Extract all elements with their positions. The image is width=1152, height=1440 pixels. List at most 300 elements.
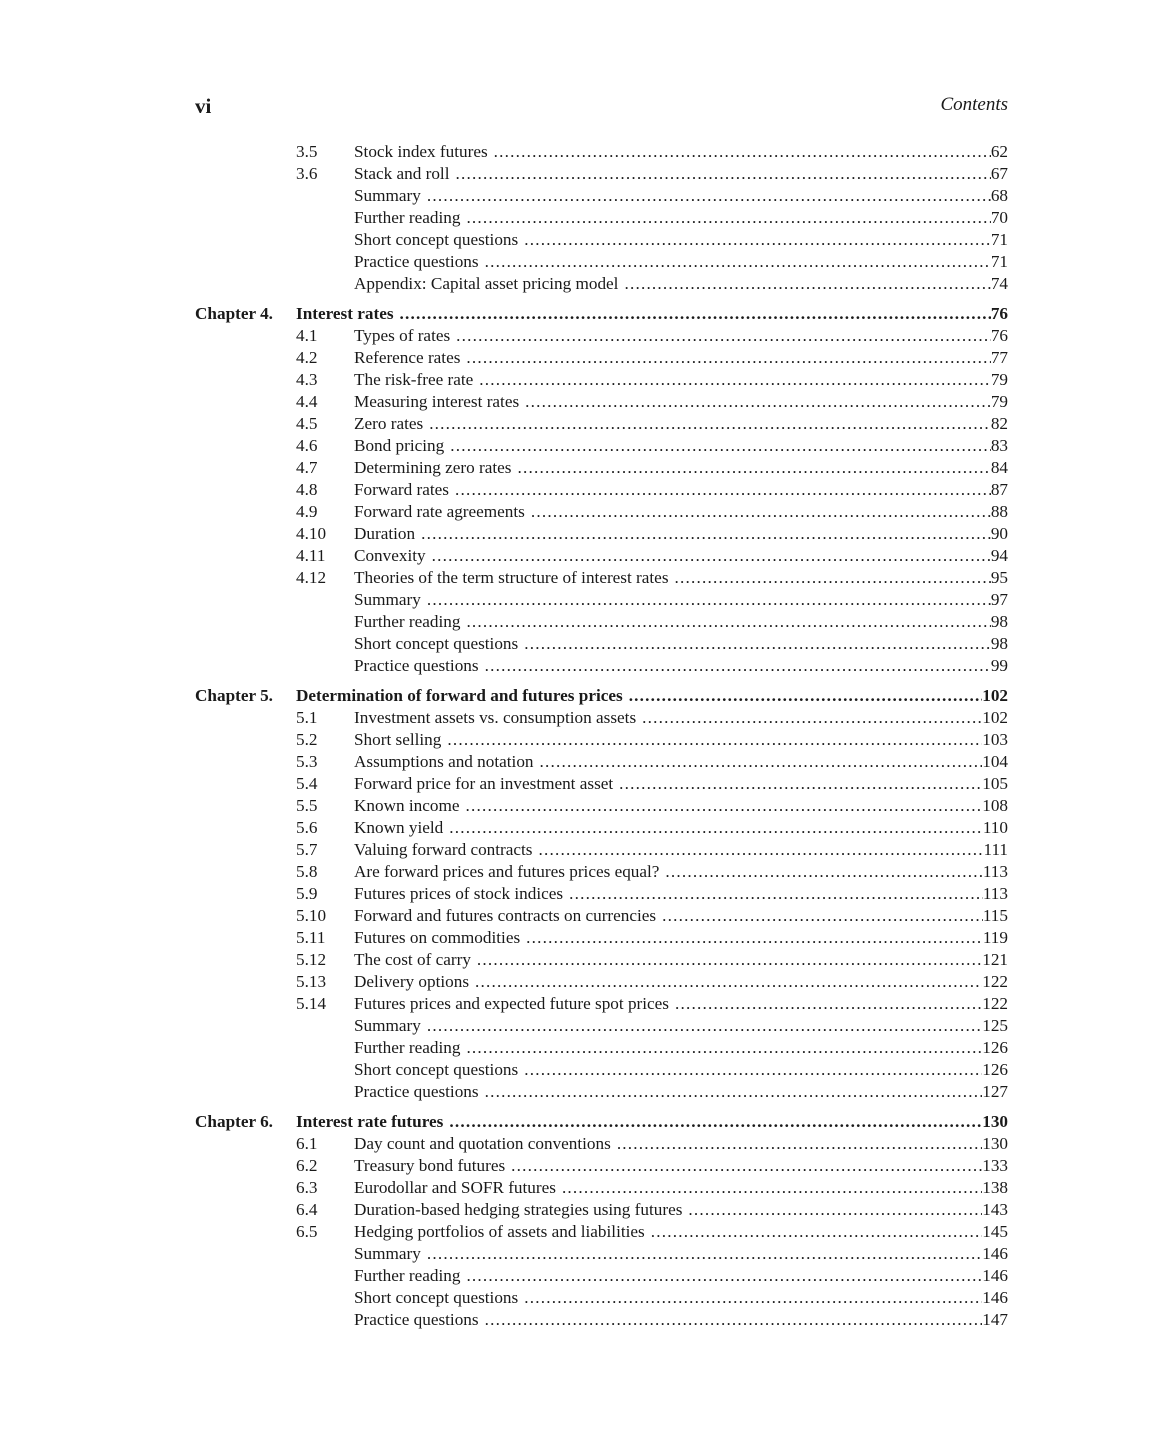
toc-page-number: 143	[982, 1200, 1008, 1219]
toc-entry	[354, 141, 1008, 163]
toc-entry-title: Determination of forward and futures prices	[296, 686, 623, 705]
toc-entry	[354, 611, 1008, 633]
toc-section-row	[195, 729, 1008, 751]
toc-entry	[354, 1155, 1008, 1177]
toc-entry	[354, 501, 1008, 523]
toc-entry-title: Futures on commodities	[354, 928, 521, 947]
toc-entry	[354, 479, 1008, 501]
toc-section-number: 4.7	[296, 458, 318, 477]
toc-leader-dots	[449, 1111, 982, 1133]
toc-entry	[354, 751, 1008, 773]
toc-section-row	[195, 347, 1008, 369]
toc-chapter-row	[195, 685, 1008, 707]
toc-section-number: 4.3	[296, 370, 318, 389]
toc-entry	[354, 817, 1008, 839]
toc-leader-dots	[511, 1155, 982, 1177]
toc-section-number: 5.11	[296, 928, 326, 947]
toc-chapter-label: Chapter 4.	[195, 304, 273, 323]
toc-entry-title: Interest rate futures	[296, 1112, 444, 1131]
toc-section-row	[195, 751, 1008, 773]
toc-entry	[354, 207, 1008, 229]
toc-section-row	[195, 1177, 1008, 1199]
toc-section-number: 6.4	[296, 1200, 318, 1219]
toc-section-number: 5.10	[296, 906, 327, 925]
toc-entry	[354, 435, 1008, 457]
toc-entry	[354, 883, 1008, 905]
toc-section-number: 5.7	[296, 840, 318, 859]
toc-entry	[296, 303, 1008, 325]
toc-section-row	[195, 369, 1008, 391]
toc-entry	[354, 655, 1008, 677]
toc-leader-dots	[429, 413, 991, 435]
toc-entry-title: Forward rates	[354, 480, 449, 499]
toc-leader-dots	[619, 773, 982, 795]
toc-section-row	[195, 773, 1008, 795]
toc-leader-dots	[427, 1243, 982, 1265]
toc-leader-dots	[479, 369, 991, 391]
toc-page-number: 104	[982, 752, 1008, 771]
toc-section-number: 5.12	[296, 950, 327, 969]
toc-entry-title: Summary	[354, 1244, 421, 1263]
toc-entry-title: Convexity	[354, 546, 426, 565]
toc-leader-dots	[688, 1199, 982, 1221]
toc-page-number: 119	[982, 928, 1008, 947]
toc-entry-title: Appendix: Capital asset pricing model	[354, 274, 619, 293]
toc-entry	[354, 773, 1008, 795]
toc-entry	[354, 839, 1008, 861]
toc-leader-dots	[651, 1221, 983, 1243]
toc-entry-title: Short selling	[354, 730, 442, 749]
toc-chapter-row	[195, 303, 1008, 325]
toc-entry-title: Bond pricing	[354, 436, 445, 455]
toc-chapter-label: Chapter 6.	[195, 1112, 273, 1131]
toc-section-number: 4.6	[296, 436, 318, 455]
toc-page-number: 82	[990, 414, 1008, 433]
toc-section-number: 4.8	[296, 480, 318, 499]
toc-section-number: 5.9	[296, 884, 318, 903]
toc-page-number: 103	[982, 730, 1008, 749]
toc-section-row	[195, 273, 1008, 295]
toc-page-number: 122	[982, 994, 1008, 1013]
toc-section-row	[195, 1309, 1008, 1331]
toc-section-row	[195, 993, 1008, 1015]
toc-entry	[354, 1265, 1008, 1287]
toc-page-number: 110	[982, 818, 1008, 837]
toc-section-row	[195, 655, 1008, 677]
toc-entry	[296, 685, 1008, 707]
toc-page-number: 99	[990, 656, 1008, 675]
table-of-contents	[195, 141, 1008, 1331]
toc-page-number: 111	[983, 840, 1008, 859]
toc-page-number: 97	[990, 590, 1008, 609]
toc-page-number: 84	[990, 458, 1008, 477]
toc-section-row	[195, 523, 1008, 545]
toc-section-number: 5.13	[296, 972, 327, 991]
toc-section-number: 6.1	[296, 1134, 318, 1153]
toc-entry-title: Further reading	[354, 1266, 461, 1285]
toc-entry	[354, 589, 1008, 611]
toc-entry-title: Zero rates	[354, 414, 424, 433]
toc-entry-title: Practice questions	[354, 1082, 479, 1101]
toc-entry	[354, 251, 1008, 273]
toc-entry	[354, 1133, 1008, 1155]
toc-leader-dots	[455, 163, 990, 185]
toc-entry-title: Forward price for an investment asset	[354, 774, 614, 793]
toc-leader-dots	[526, 927, 983, 949]
toc-section-number: 6.5	[296, 1222, 318, 1241]
toc-leader-dots	[629, 685, 983, 707]
toc-entry-title: Summary	[354, 1016, 421, 1035]
toc-entry	[354, 707, 1008, 729]
toc-section-row	[195, 949, 1008, 971]
toc-entry	[354, 949, 1008, 971]
toc-section-row	[195, 501, 1008, 523]
toc-entry-title: Practice questions	[354, 252, 479, 271]
toc-leader-dots	[450, 435, 991, 457]
toc-leader-dots	[447, 729, 982, 751]
toc-section-row	[195, 633, 1008, 655]
toc-section-number: 4.4	[296, 392, 318, 411]
toc-leader-dots	[456, 325, 991, 347]
toc-entry-title: The risk-free rate	[354, 370, 474, 389]
toc-section-row	[195, 435, 1008, 457]
toc-page-number: 88	[990, 502, 1008, 521]
toc-chapter-row	[195, 1111, 1008, 1133]
toc-section-row	[195, 1265, 1008, 1287]
toc-page-number: 126	[982, 1060, 1008, 1079]
toc-entry-title: The cost of carry	[354, 950, 471, 969]
toc-entry-title: Short concept questions	[354, 1060, 519, 1079]
toc-section-row	[195, 1199, 1008, 1221]
toc-section-number: 3.6	[296, 164, 318, 183]
toc-page-number: 121	[982, 950, 1008, 969]
toc-entry	[354, 1199, 1008, 1221]
toc-page-number: 125	[982, 1016, 1008, 1035]
toc-entry	[354, 1287, 1008, 1309]
toc-leader-dots	[617, 1133, 982, 1155]
toc-section-number: 4.12	[296, 568, 327, 587]
toc-leader-dots	[432, 545, 991, 567]
toc-entry-title: Stock index futures	[354, 142, 488, 161]
toc-section-number: 4.1	[296, 326, 318, 345]
toc-section-row	[195, 1221, 1008, 1243]
toc-leader-dots	[485, 251, 991, 273]
toc-leader-dots	[427, 1015, 982, 1037]
toc-page-number: 77	[990, 348, 1008, 367]
toc-entry-title: Short concept questions	[354, 1288, 519, 1307]
toc-entry	[354, 1015, 1008, 1037]
toc-section-number: 5.1	[296, 708, 318, 727]
toc-entry-title: Valuing forward contracts	[354, 840, 533, 859]
toc-entry-title: Known income	[354, 796, 460, 815]
page-header	[195, 94, 1008, 122]
toc-page-number: 94	[990, 546, 1008, 565]
toc-leader-dots	[466, 1265, 982, 1287]
toc-entry-title: Known yield	[354, 818, 444, 837]
toc-section-number: 6.3	[296, 1178, 318, 1197]
toc-entry-title: Practice questions	[354, 656, 479, 675]
toc-entry	[354, 413, 1008, 435]
toc-page-number: 102	[982, 686, 1008, 705]
toc-leader-dots	[665, 861, 982, 883]
toc-page-number: 90	[990, 524, 1008, 543]
toc-entry-title: Day count and quotation conventions	[354, 1134, 611, 1153]
toc-section-row	[195, 207, 1008, 229]
toc-leader-dots	[624, 273, 990, 295]
toc-entry-title: Determining zero rates	[354, 458, 512, 477]
toc-page-number: 105	[982, 774, 1008, 793]
toc-entry	[354, 457, 1008, 479]
page-folio: vi	[195, 94, 212, 118]
toc-section-row	[195, 1059, 1008, 1081]
toc-entry	[354, 523, 1008, 545]
toc-entry	[354, 229, 1008, 251]
toc-section-row	[195, 1015, 1008, 1037]
toc-page-number: 146	[982, 1266, 1008, 1285]
toc-leader-dots	[485, 1309, 983, 1331]
toc-leader-dots	[675, 993, 982, 1015]
toc-page-number: 67	[990, 164, 1008, 183]
toc-leader-dots	[455, 479, 991, 501]
toc-entry-title: Duration-based hedging strategies using futures	[354, 1200, 683, 1219]
toc-entry	[354, 927, 1008, 949]
toc-section-row	[195, 861, 1008, 883]
toc-leader-dots	[466, 1037, 982, 1059]
toc-leader-dots	[466, 207, 990, 229]
toc-section-row	[195, 589, 1008, 611]
toc-section-number: 5.14	[296, 994, 327, 1013]
toc-entry	[354, 369, 1008, 391]
toc-entry	[354, 185, 1008, 207]
toc-leader-dots	[400, 303, 991, 325]
toc-section-row	[195, 479, 1008, 501]
toc-leader-dots	[642, 707, 982, 729]
toc-leader-dots	[524, 633, 991, 655]
toc-entry-title: Forward and futures contracts on currencies	[354, 906, 657, 925]
toc-entry	[354, 729, 1008, 751]
toc-entry	[354, 971, 1008, 993]
toc-entry-title: Investment assets vs. consumption assets	[354, 708, 637, 727]
toc-page-number: 102	[982, 708, 1008, 727]
toc-entry	[354, 1243, 1008, 1265]
toc-section-row	[195, 1037, 1008, 1059]
toc-section-number: 4.10	[296, 524, 327, 543]
toc-section-row	[195, 229, 1008, 251]
toc-page-number: 83	[990, 436, 1008, 455]
toc-page-number: 146	[982, 1288, 1008, 1307]
toc-leader-dots	[524, 1287, 982, 1309]
toc-entry	[354, 273, 1008, 295]
toc-page-number: 145	[982, 1222, 1008, 1241]
toc-entry-title: Forward rate agreements	[354, 502, 525, 521]
toc-leader-dots	[485, 655, 991, 677]
toc-section-number: 5.8	[296, 862, 318, 881]
toc-page-number: 68	[990, 186, 1008, 205]
toc-section-row	[195, 707, 1008, 729]
toc-section-row	[195, 883, 1008, 905]
toc-section-row	[195, 1243, 1008, 1265]
toc-section-row	[195, 905, 1008, 927]
toc-page-number: 79	[990, 392, 1008, 411]
toc-entry-title: Are forward prices and futures prices equal?	[354, 862, 660, 881]
toc-leader-dots	[475, 971, 982, 993]
toc-entry-title: Further reading	[354, 1038, 461, 1057]
toc-page-number: 115	[982, 906, 1008, 925]
toc-entry	[354, 1309, 1008, 1331]
toc-section-row	[195, 545, 1008, 567]
toc-entry	[354, 1081, 1008, 1103]
toc-section-row	[195, 971, 1008, 993]
toc-leader-dots	[449, 817, 983, 839]
toc-entry	[354, 567, 1008, 589]
toc-section-number: 4.5	[296, 414, 318, 433]
toc-leader-dots	[662, 905, 983, 927]
toc-page-number: 95	[990, 568, 1008, 587]
toc-page-number: 62	[990, 142, 1008, 161]
toc-entry	[354, 1059, 1008, 1081]
toc-page-number: 146	[982, 1244, 1008, 1263]
toc-section-row	[195, 163, 1008, 185]
toc-chapter-label: Chapter 5.	[195, 686, 273, 705]
toc-leader-dots	[524, 1059, 982, 1081]
toc-entry-title: Delivery options	[354, 972, 470, 991]
toc-section-number: 5.4	[296, 774, 318, 793]
toc-section-row	[195, 325, 1008, 347]
toc-section-number: 4.11	[296, 546, 326, 565]
toc-section-number: 4.2	[296, 348, 318, 367]
toc-page-number: 138	[982, 1178, 1008, 1197]
toc-entry	[354, 163, 1008, 185]
toc-leader-dots	[466, 347, 990, 369]
toc-section-number: 6.2	[296, 1156, 318, 1175]
toc-section-row	[195, 457, 1008, 479]
toc-section-row	[195, 817, 1008, 839]
toc-entry	[354, 1037, 1008, 1059]
toc-entry-title: Summary	[354, 186, 421, 205]
toc-entry	[354, 545, 1008, 567]
toc-entry	[354, 391, 1008, 413]
toc-leader-dots	[427, 185, 991, 207]
toc-page-number: 133	[982, 1156, 1008, 1175]
toc-page-number: 113	[982, 862, 1008, 881]
toc-entry	[354, 905, 1008, 927]
toc-entry	[354, 795, 1008, 817]
toc-page-number: 130	[982, 1134, 1008, 1153]
toc-section-row	[195, 1155, 1008, 1177]
toc-entry	[354, 993, 1008, 1015]
toc-page-number: 87	[990, 480, 1008, 499]
toc-entry	[296, 1111, 1008, 1133]
toc-entry-title: Futures prices and expected future spot prices	[354, 994, 669, 1013]
toc-page-number: 71	[990, 230, 1008, 249]
toc-entry-title: Measuring interest rates	[354, 392, 520, 411]
toc-entry-title: Practice questions	[354, 1310, 479, 1329]
toc-entry-title: Eurodollar and SOFR futures	[354, 1178, 556, 1197]
toc-page-number: 147	[982, 1310, 1008, 1329]
toc-entry-title: Interest rates	[296, 304, 394, 323]
toc-section-row	[195, 185, 1008, 207]
toc-page-number: 127	[982, 1082, 1008, 1101]
toc-section-row	[195, 1287, 1008, 1309]
toc-page-number: 79	[990, 370, 1008, 389]
toc-leader-dots	[466, 795, 983, 817]
toc-leader-dots	[569, 883, 983, 905]
toc-entry-title: Short concept questions	[354, 230, 519, 249]
toc-leader-dots	[562, 1177, 982, 1199]
toc-entry-title: Assumptions and notation	[354, 752, 534, 771]
toc-entry-title: Duration	[354, 524, 416, 543]
toc-section-row	[195, 1133, 1008, 1155]
toc-entry-title: Reference rates	[354, 348, 461, 367]
toc-entry	[354, 347, 1008, 369]
toc-leader-dots	[675, 567, 991, 589]
toc-entry-title: Futures prices of stock indices	[354, 884, 564, 903]
toc-leader-dots	[524, 229, 991, 251]
toc-entry	[354, 1221, 1008, 1243]
toc-leader-dots	[539, 839, 984, 861]
toc-entry-title: Further reading	[354, 208, 461, 227]
toc-section-row	[195, 567, 1008, 589]
toc-page-number: 76	[990, 326, 1008, 345]
toc-page-number: 130	[982, 1112, 1008, 1131]
toc-section-row	[195, 391, 1008, 413]
toc-leader-dots	[517, 457, 990, 479]
toc-page-number: 74	[990, 274, 1008, 293]
toc-entry-title: Hedging portfolios of assets and liabilities	[354, 1222, 645, 1241]
toc-page-number: 98	[990, 612, 1008, 631]
toc-section-number: 5.3	[296, 752, 318, 771]
toc-entry-title: Summary	[354, 590, 421, 609]
toc-section-number: 4.9	[296, 502, 318, 521]
toc-section-row	[195, 927, 1008, 949]
toc-entry-title: Stack and roll	[354, 164, 450, 183]
toc-entry	[354, 633, 1008, 655]
toc-section-number: 5.5	[296, 796, 318, 815]
toc-entry	[354, 1177, 1008, 1199]
toc-section-row	[195, 795, 1008, 817]
toc-section-number: 5.2	[296, 730, 318, 749]
toc-section-row	[195, 839, 1008, 861]
toc-page-number: 126	[982, 1038, 1008, 1057]
toc-leader-dots	[485, 1081, 983, 1103]
toc-page-number: 98	[990, 634, 1008, 653]
toc-leader-dots	[427, 589, 991, 611]
running-head: Contents	[940, 94, 1008, 115]
toc-entry-title: Types of rates	[354, 326, 451, 345]
toc-page-number: 113	[982, 884, 1008, 903]
toc-page-number: 70	[990, 208, 1008, 227]
toc-leader-dots	[466, 611, 990, 633]
toc-section-row	[195, 141, 1008, 163]
toc-section-row	[195, 251, 1008, 273]
toc-page-number: 71	[990, 252, 1008, 271]
toc-entry-title: Short concept questions	[354, 634, 519, 653]
toc-entry-title: Further reading	[354, 612, 461, 631]
toc-page-number: 76	[990, 304, 1008, 323]
toc-leader-dots	[494, 141, 991, 163]
toc-entry-title: Treasury bond futures	[354, 1156, 506, 1175]
toc-section-number: 3.5	[296, 142, 318, 161]
toc-section-row	[195, 611, 1008, 633]
toc-leader-dots	[477, 949, 982, 971]
toc-section-row	[195, 413, 1008, 435]
toc-leader-dots	[531, 501, 991, 523]
toc-page-number: 108	[982, 796, 1008, 815]
toc-leader-dots	[540, 751, 983, 773]
toc-entry	[354, 325, 1008, 347]
toc-entry-title: Theories of the term structure of interest rates	[354, 568, 669, 587]
toc-section-row	[195, 1081, 1008, 1103]
